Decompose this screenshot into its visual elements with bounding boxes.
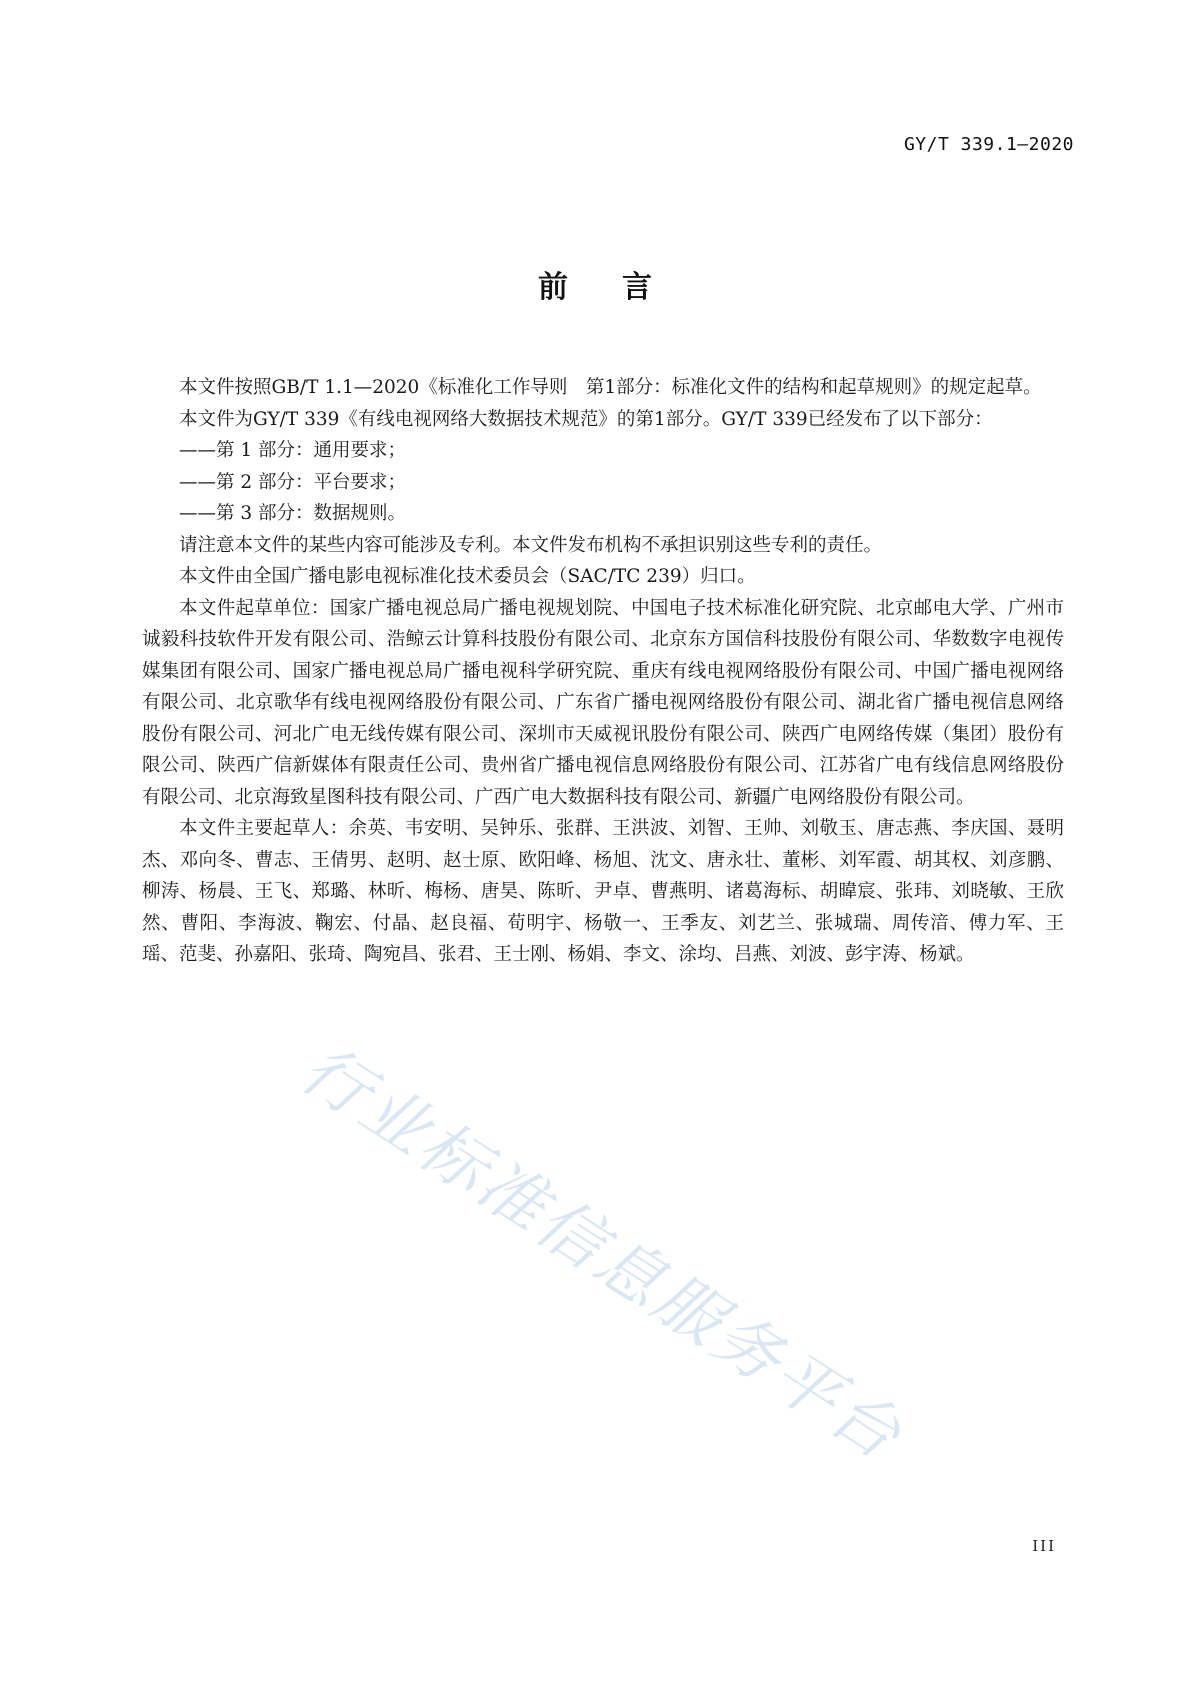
list-item-part-3: ——第 3 部分：数据规则。 [179, 503, 407, 524]
list-item-part-2: ——第 2 部分：平台要求； [179, 471, 407, 493]
paragraph-drafting-units: 本文件起草单位：国家广播电视总局广播电视规划院、中国电子技术标准化研究院、北京邮电大学、广州市诚毅科技软件开发有限公司、浩鲸云计算科技股份有限公司、北京东方国信科技股份有限公司、华数数字电视传媒集团有限公司、国家广播电视总局广播电视科学研究院、重庆有线电视网络股份有限公司、中国广播电视网络有限公司、北京歌华有线电视网络股份有限公司、广东省广播电视网络股份有限公司、湖北省广播电视信息网络股份有限公司、河北广电无线传媒有限公司、深圳市天威视讯股份有限公司、陕西广电网络传媒（集团）股份有限公司、陕西广信新媒体有限责任公司、贵州省广播电视信息网络股份有限公司、江苏省广电有线信息网络股份有限公司、北京海致星图科技有限公司、广西广电大数据科技有限公司、新疆广电网络股份有限公司。 [142, 597, 1064, 808]
page-title: 前言 [538, 270, 706, 305]
foreword-body [142, 372, 1064, 971]
watermark: 行业标准信息服务平台 [287, 1030, 917, 1477]
paragraph-drafting-rules: 本文件按照GB/T 1.1—2020《标准化工作导则 第1部分：标准化文件的结构和起草规则》的规定起草。 [179, 377, 1042, 398]
paragraph-parts-intro: 本文件为GY/T 339《有线电视网络大数据技术规范》的第1部分。GY/T 339已经发布了以下部分： [179, 408, 993, 430]
paragraph-committee: 本文件由全国广播电影电视标准化技术委员会（SAC/TC 239）归口。 [179, 566, 756, 587]
paragraph-drafters: 本文件主要起草人：余英、韦安明、吴钟乐、张群、王洪波、刘智、王帅、刘敬玉、唐志燕、李庆国、聂明杰、邓向冬、曹志、王倩男、赵明、赵士原、欧阳峰、杨旭、沈文、唐永壮、董彬、刘军霞、胡其权、刘彦鹏、柳涛、杨晨、王飞、郑璐、林昕、梅杨、唐昊、陈昕、尹卓、曹燕明、诸葛海标、胡暐宸、张玮、刘晓敏、王欣然、曹阳、李海波、鞠宏、付晶、赵良福、荀明宇、杨敬一、王季友、刘艺兰、张城瑞、周传湆、傅力军、王瑶、范斐、孙嘉阳、张琦、陶宛昌、张君、王士刚、杨娟、李文、涂均、吕燕、刘波、彭宇涛、杨斌。 [142, 818, 1064, 965]
paragraph-patent-notice: 请注意本文件的某些内容可能涉及专利。本文件发布机构不承担识别这些专利的责任。 [179, 534, 883, 556]
document-code: GY/T 339.1—2020 [903, 134, 1074, 155]
page-number: III [1032, 1537, 1056, 1555]
list-item-part-1: ——第 1 部分：通用要求； [179, 440, 407, 461]
